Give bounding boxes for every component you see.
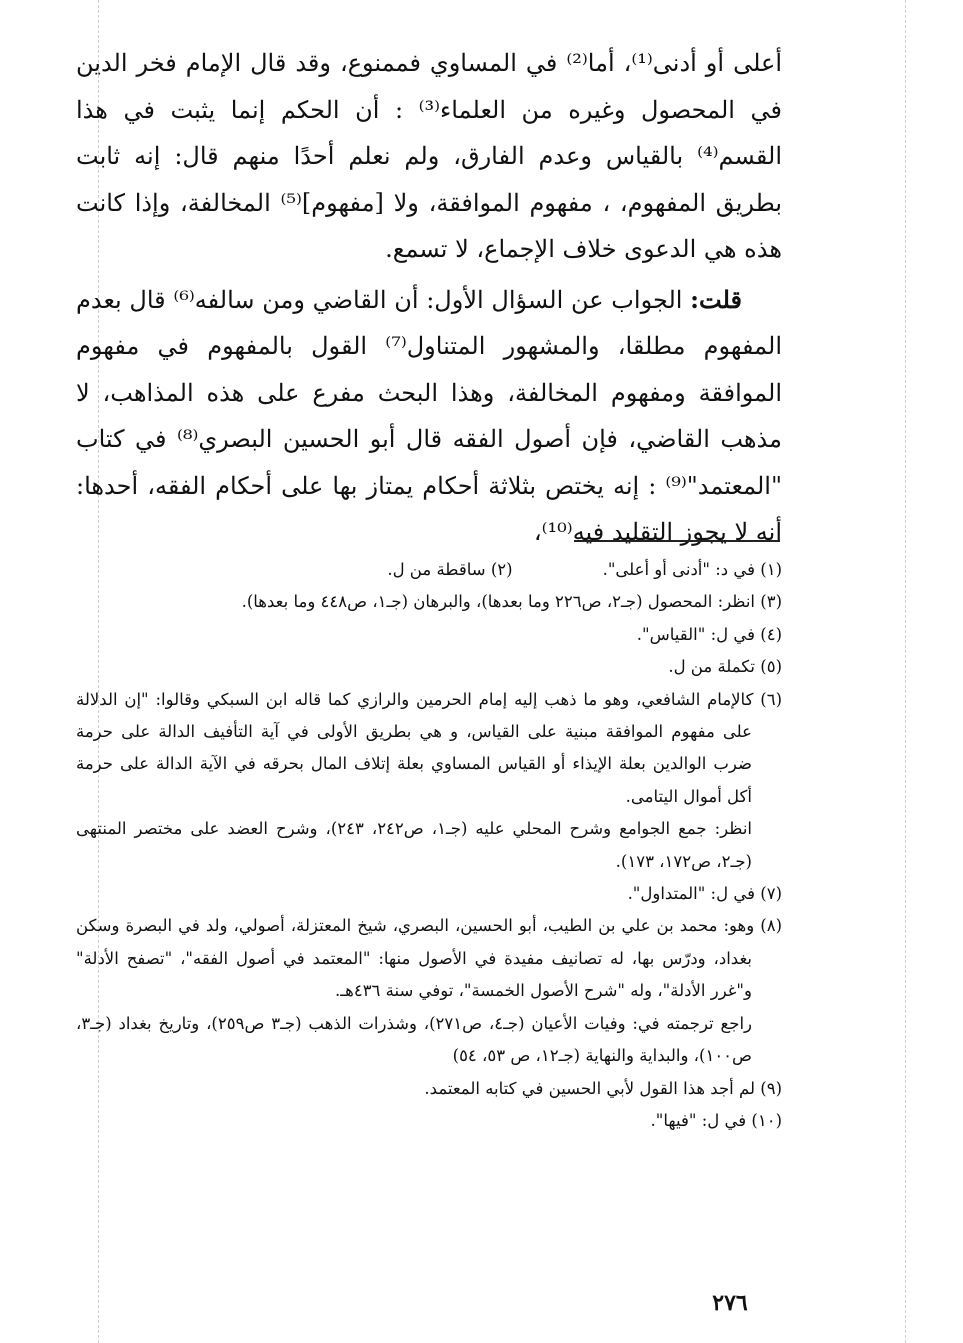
footnote-8: (٨) وهو: محمد بن علي بن الطيب، أبو الحسين، البصري، شيخ المعتزلة، أصولي، ولد في البصرة وسكن بغداد، ودرّس بها، له تصانيف مفيدة في الأصول منها: "المعتمد في أصول الفقه"، "تصفح الأدلة" و"غرر الأدلة"، وله "شرح الأصول الخمسة"، توفي سنة ٤٣٦هـ. [76, 916, 782, 1001]
paragraph-2-body: الجواب عن السؤال الأول: أن القاضي ومن سالفه⁽⁶⁾ قال بعدم المفهوم مطلقا، والمشهور المتناول⁽⁷⁾ القول بالمفهوم في مفهوم الموافقة ومفهوم المخالفة، وهذا البحث مفرع على هذه المذاهب، لا مذهب القاضي، فإن أصول الفقه قال أبو الحسين البصري⁽⁸⁾ في كتاب "المعتمد"⁽⁹⁾ : إنه يختص بثلاثة أحكام يمتاز بها على أحكام الفقه، أحدها: أنه لا يجوز التقليد فيه⁽¹⁰⁾، [76, 285, 783, 546]
footnote-separator [574, 540, 780, 542]
main-text [76, 40, 782, 556]
footnote-5: (٥) تكملة من ل. [668, 657, 782, 677]
footnote-2: (٢) ساقطة من ل. [387, 560, 513, 579]
main-paragraph-1: أعلى أو أدنى⁽¹⁾، أما⁽²⁾ في المساوي فممنوع، وقد قال الإمام فخر الدين في المحصول وغيره من العلماء⁽³⁾ : أن الحكم إنما يثبت في هذا القسم⁽⁴⁾ بالقياس وعدم الفارق، ولم نعلم أحدًا منهم قال: إنه ثابت بطريق المفهوم، ، مفهوم الموافقة، ولا [مفهوم]⁽⁵⁾ المخالفة، وإذا كانت هذه هي الدعوى خلاف الإجماع، لا تسمع. [76, 49, 783, 263]
footnote-7: (٧) في ل: "المتداول". [627, 884, 782, 904]
footnote-6: (٦) كالإمام الشافعي، وهو ما ذهب إليه إمام الحرمين والرازي كما قاله ابن السبكي وقالوا: "إن الدلالة على مفهوم الموافقة مبنية على القياس، و هي بطريق الأولى في آية التأفيف الدالة على حرمة ضرب الوالدين بعلة الإيذاء أو القياس المساوي بعلة إتلاف المال بحرقه في الآية الدالة على حرمة أكل أموال اليتامى. [76, 689, 782, 806]
footnote-row-1-2 [76, 554, 782, 586]
paragraph-lead-word: قلت: [690, 284, 742, 314]
main-paragraph-2 [76, 277, 782, 556]
footnote-3: (٣) انظر: المحصول (جـ٢، ص٢٢٦ وما بعدها)، والبرهان (جـ١، ص٤٤٨ وما بعدها). [241, 592, 782, 612]
footnote-8-references: راجع ترجمته في: وفيات الأعيان (جـ٤، ص٢٧١)، وشذرات الذهب (جـ٣ ص٢٥٩)، وتاريخ بغداد (جـ٣، ص١٠٠)، والبداية والنهاية (جـ١٢، ص ٥٣، ٥٤) [76, 1013, 752, 1066]
footnote-4: (٤) في ل: "القياس". [636, 624, 782, 644]
footnotes [76, 554, 782, 1137]
page-number: ٢٧٦ [712, 1290, 748, 1316]
footnote-9: (٩) لم أجد هذا القول لأبي الحسين في كتابه المعتمد. [424, 1078, 782, 1098]
footnote-10: (١٠) في ل: "فيها". [650, 1110, 782, 1130]
scan-fold-line-right [905, 0, 906, 1343]
footnote-6-references: انظر: جمع الجوامع وشرح المحلي عليه (جـ١، ص٢٤٢، ٢٤٣)، وشرح العضد على مختصر المنتهى (جـ٢، ص١٧٢، ١٧٣). [76, 819, 752, 871]
footnote-1: (١) في د: "أدنى أو أعلى". [602, 560, 782, 579]
